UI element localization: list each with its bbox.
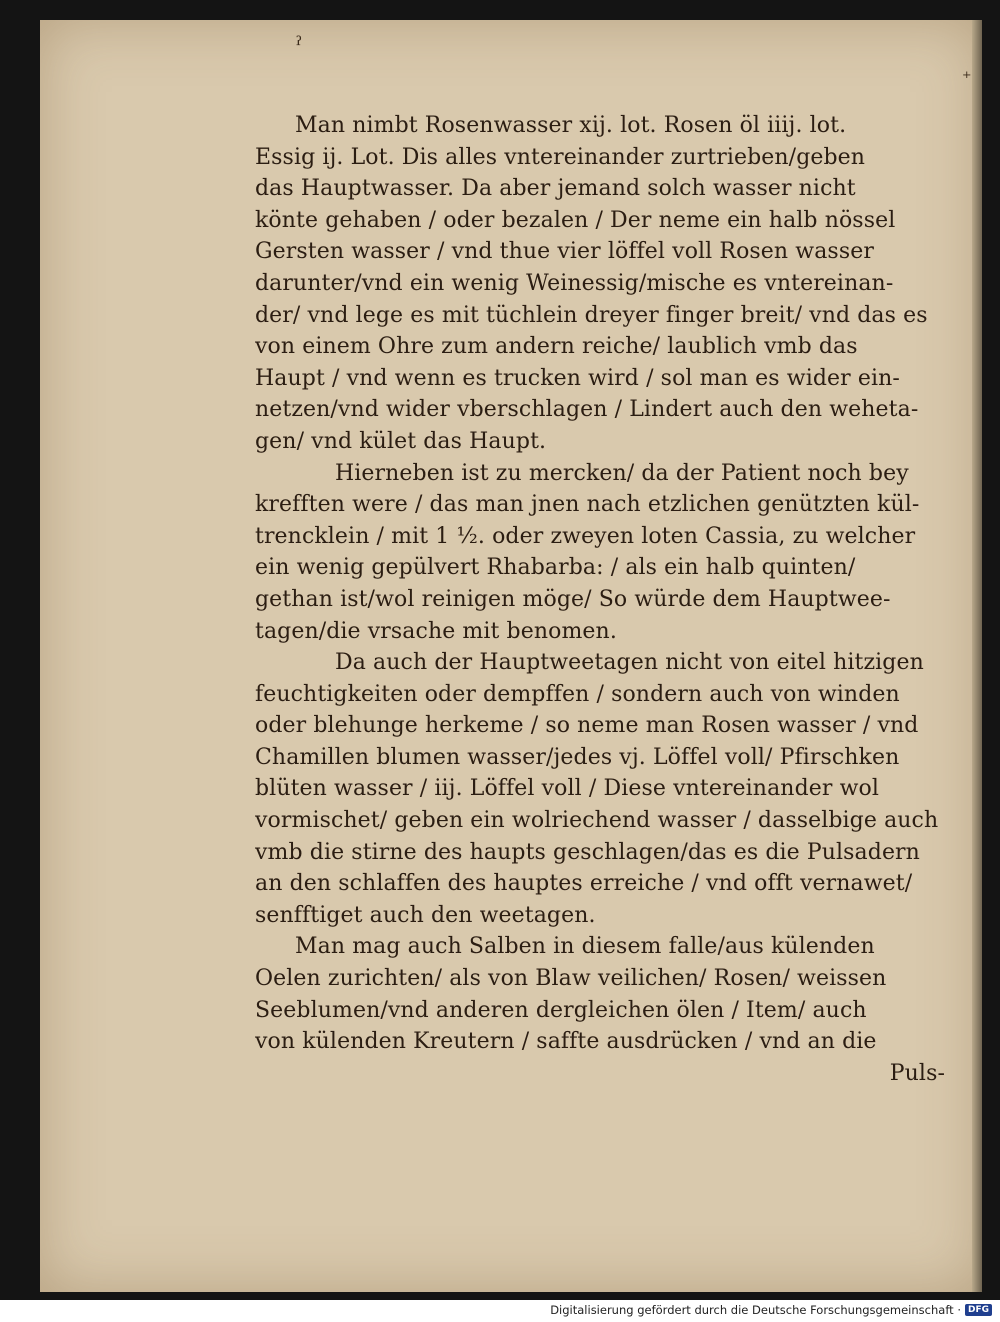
text-line: Seeblumen/vnd anderen dergleichen ölen / Item/ auch [255, 997, 867, 1023]
ink-mark: ⁺ [962, 68, 972, 89]
digitization-credit [550, 1303, 992, 1317]
text-line: Haupt / vnd wenn es trucken wird / sol man es wider ein- [255, 365, 900, 391]
text-line: Chamillen blumen wasser/jedes vj. Löffel voll/ Pfirschken [255, 744, 900, 770]
text-line: könte gehaben / oder bezalen / Der neme ein halb nössel [255, 207, 896, 233]
text-line: netzen/vnd wider vberschlagen / Lindert auch den weheta- [255, 397, 919, 423]
text-line: ein wenig gepülvert Rhabarba: / als ein halb quinten/ [255, 555, 856, 581]
catchword: Puls- [889, 1060, 945, 1086]
text-line: von külenden Kreutern / saffte ausdrücken / vnd an die [255, 1029, 877, 1055]
credit-text: Digitalisierung gefördert durch die Deutsche Forschungsgemeinschaft · [550, 1303, 961, 1317]
text-line: blüten wasser / iij. Löffel voll / Diese vntereinander wol [255, 776, 879, 802]
text-line: gethan ist/wol reinigen möge/ So würde dem Hauptwee- [255, 586, 891, 612]
text-line: Man mag auch Salben in diesem falle/aus külenden [295, 934, 875, 960]
text-line: Essig ij. Lot. Dis alles vntereinander zurtrieben/geben [255, 144, 866, 170]
text-line: senfftiget auch den weetagen. [255, 902, 596, 928]
text-line: Gersten wasser / vnd thue vier löffel voll Rosen wasser [255, 239, 874, 265]
page-text [255, 110, 945, 1089]
text-line: feuchtigkeiten oder dempffen / sondern auch von winden [255, 681, 900, 707]
text-line: Hierneben ist zu mercken/ da der Patient noch bey [335, 460, 909, 486]
text-line: der/ vnd lege es mit tüchlein dreyer finger breit/ vnd das es [255, 302, 928, 328]
text-line: tagen/die vrsache mit benomen. [255, 618, 617, 644]
text-line: oder blehunge herkeme / so neme man Rosen wasser / vnd [255, 713, 919, 739]
text-line: Man nimbt Rosenwasser xij. lot. Rosen öl iiij. lot. [295, 113, 847, 138]
text-line: gen/ vnd kület das Haupt. [255, 428, 547, 454]
dfg-logo: DFG [965, 1304, 992, 1316]
text-line: krefften were / das man jnen nach etzlichen genützten kül- [255, 492, 920, 518]
text-line: vormischet/ geben ein wolriechend wasser / dasselbige auch [255, 808, 939, 834]
text-line: von einem Ohre zum andern reiche/ laublich vmb das [255, 334, 858, 360]
text-line: Oelen zurichten/ als von Blaw veilichen/ Rosen/ weissen [255, 966, 887, 992]
text-line: trencklein / mit 1 ½. oder zweyen loten Cassia, zu welcher [255, 523, 916, 549]
text-line: das Hauptwasser. Da aber jemand solch wasser nicht [255, 176, 856, 202]
text-line: darunter/vnd ein wenig Weinessig/mische es vntereinan- [255, 270, 894, 296]
page-edge [972, 20, 982, 1292]
text-line: vmb die stirne des haupts geschlagen/das es die Pulsadern [255, 839, 920, 865]
ink-mark: ˀ [296, 34, 303, 59]
text-line: Da auch der Hauptweetagen nicht von eitel hitzigen [335, 650, 924, 676]
text-line: an den schlaffen des hauptes erreiche / vnd offt vernawet/ [255, 871, 913, 897]
